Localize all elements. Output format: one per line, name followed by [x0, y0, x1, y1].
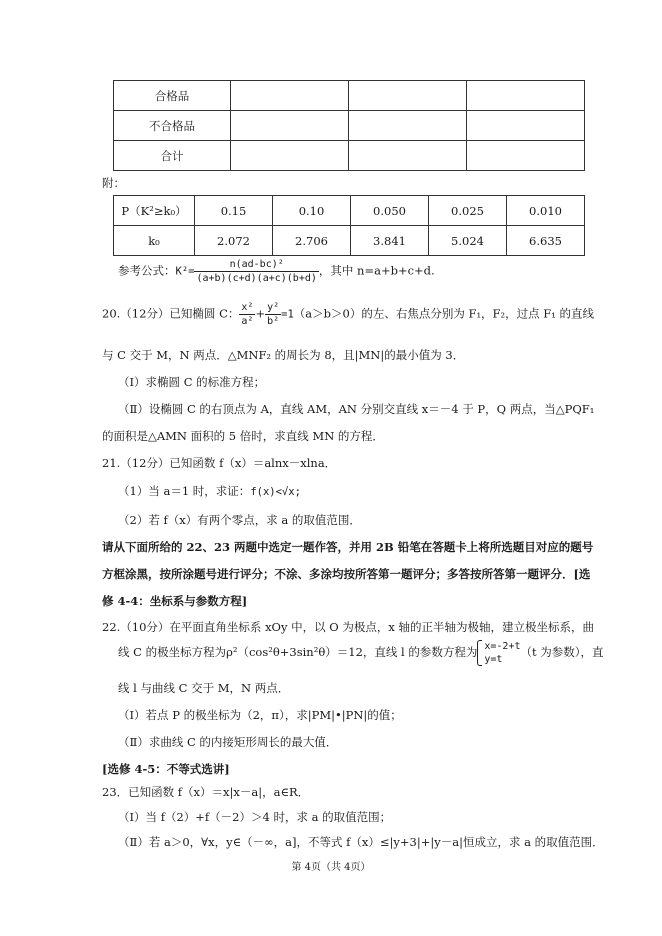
empty-cell [467, 111, 585, 141]
empty-cell [349, 141, 467, 171]
q21-part1 [118, 483, 301, 499]
formula-suffix: ，其中 n=a+b+c+d. [318, 263, 435, 278]
section-4-5: [选修 4-5：不等式选讲] [102, 762, 230, 776]
p-value: 0.10 [273, 196, 351, 226]
row-label: 合计 [114, 141, 231, 171]
formula-fraction [194, 258, 318, 285]
empty-cell [349, 81, 467, 111]
table-row [114, 81, 585, 111]
empty-cell [349, 111, 467, 141]
k-header: k₀ [114, 226, 195, 256]
q22-line3: 线 l 与曲线 C 交于 M，N 两点． [118, 681, 290, 695]
q23-part2: （Ⅱ）若 a＞0，∀x，y∈（－∞，a]，不等式 f（x）≤|y+3|+|y－a|恒成立，求 a 的取值范围． [118, 835, 604, 849]
p-value: 0.025 [429, 196, 507, 226]
appendix-label: 附： [102, 176, 125, 190]
table-row [114, 111, 585, 141]
q20-head-tail: （a＞b＞0）的左、右焦点分别为 F₁，F₂，过点 F₁ 的直线 [293, 306, 595, 321]
q20-line2: 与 C 交于 M，N 两点．△MNF₂ 的周长为 8，且|MN|的最小值为 3． [102, 348, 465, 362]
ellipse-frac-y [265, 301, 281, 328]
empty-cell [231, 81, 349, 111]
param-eq-2: y=t [484, 654, 503, 665]
product-table [113, 80, 585, 171]
param-eq-1: x=-2+t [484, 641, 521, 652]
q22-line2 [118, 640, 604, 666]
k-value: 3.841 [351, 226, 429, 256]
p-value: 0.050 [351, 196, 429, 226]
q21-head: 21.（12分）已知函数 f（x）＝alnx－xlna． [102, 456, 337, 470]
k-value: 2.706 [273, 226, 351, 256]
formula-denominator: (a+b)(c+d)(a+c)(b+d) [196, 273, 317, 284]
instructions-line2: 方框涂黑，按所涂题号进行评分；不涂、多涂均按所答第一题评分；多答按所答第一题评分．[选 [102, 567, 591, 581]
q20-part1: （Ⅰ）求椭圆 C 的标准方程； [118, 375, 266, 389]
formula-prefix: 参考公式： [118, 263, 176, 278]
q23-head: 23．已知函数 f（x）＝x|x－a|，a∈R． [102, 785, 310, 799]
instructions-line1: 请从下面所给的 22、23 两题中选定一题作答，并用 2B 铅笔在答题卡上将所选题目对应的题号 [102, 540, 594, 554]
q21-part1-text: （1）当 a＝1 时，求证： [118, 484, 251, 498]
row-label: 合格品 [114, 81, 231, 111]
ellipse-x-num: x² [241, 302, 254, 313]
ellipse-x-den: a² [241, 316, 254, 327]
empty-cell [231, 141, 349, 171]
q20-head: 20.（12分）已知椭圆 C： $\frac{\text{x²}}{\text{a²}}$ + $\frac{\text{y²}}{\text{b²}}$ =1（a＞b＞0）的左、右焦点分别为 F₁，F₂，过点 F₁ 的直线 [102, 302, 595, 327]
critical-value-table [113, 195, 585, 256]
q22-part1: （Ⅰ）若点 P 的极坐标为（2，π），求|PM|•|PN|的值； [118, 708, 402, 722]
page-footer: 第 4页（共 4页） [291, 862, 371, 873]
formula-numerator: n(ad-bc)² [194, 258, 318, 272]
ellipse-frac-x [239, 301, 255, 328]
table-row [114, 196, 585, 226]
ellipse-y-den: b² [267, 316, 280, 327]
empty-cell [231, 111, 349, 141]
q20-part2b: 的面积是△AMN 面积的 5 倍时，求直线 MN 的方程． [102, 429, 384, 443]
q23-part1: （Ⅰ）当 f（2）+f（－2）＞4 时，求 a 的取值范围； [118, 810, 392, 824]
instructions-line3: 修 4-4：坐标系与参数方程] [102, 594, 248, 608]
q20-head-text: 20.（12分）已知椭圆 C： [102, 306, 240, 321]
row-label: 不合格品 [114, 111, 231, 141]
param-brace [477, 640, 520, 666]
formula-k2: K²= [175, 265, 195, 278]
k-value: 2.072 [195, 226, 273, 256]
q21-part2: （2）若 f（x）有两个零点，求 a 的取值范围． [118, 513, 361, 527]
empty-cell [467, 81, 585, 111]
q22-part2: （Ⅱ）求曲线 C 的内接矩形周长的最大值． [118, 735, 338, 749]
reference-formula [118, 258, 435, 285]
q22-line2a: 线 C 的极坐标方程为ρ²（cos²θ+3sin²θ）＝12，直线 l 的参数方程为 [118, 645, 478, 659]
p-value: 0.010 [507, 196, 585, 226]
q20-part2a: （Ⅱ）设椭圆 C 的右顶点为 A，直线 AM，AN 分别交直线 x＝－4 于 P，Q 两点，当△PQF₁ [118, 402, 595, 416]
p-header: P（K²≥k₀） [114, 196, 195, 226]
ellipse-eq: =1 [281, 308, 294, 321]
p-value: 0.15 [195, 196, 273, 226]
q22-line2b: （t 为参数），直 [520, 645, 604, 659]
empty-cell [467, 141, 585, 171]
table-row [114, 226, 585, 256]
q21-part1-formula: f(x)<√x; [250, 486, 301, 498]
ellipse-y-num: y² [267, 302, 280, 313]
q22-head: 22.（10分）在平面直角坐标系 xOy 中，以 O 为极点，x 轴的正半轴为极轴，建立极坐标系，曲 [102, 620, 595, 634]
k-value: 5.024 [429, 226, 507, 256]
k-value: 6.635 [507, 226, 585, 256]
table-row [114, 141, 585, 171]
